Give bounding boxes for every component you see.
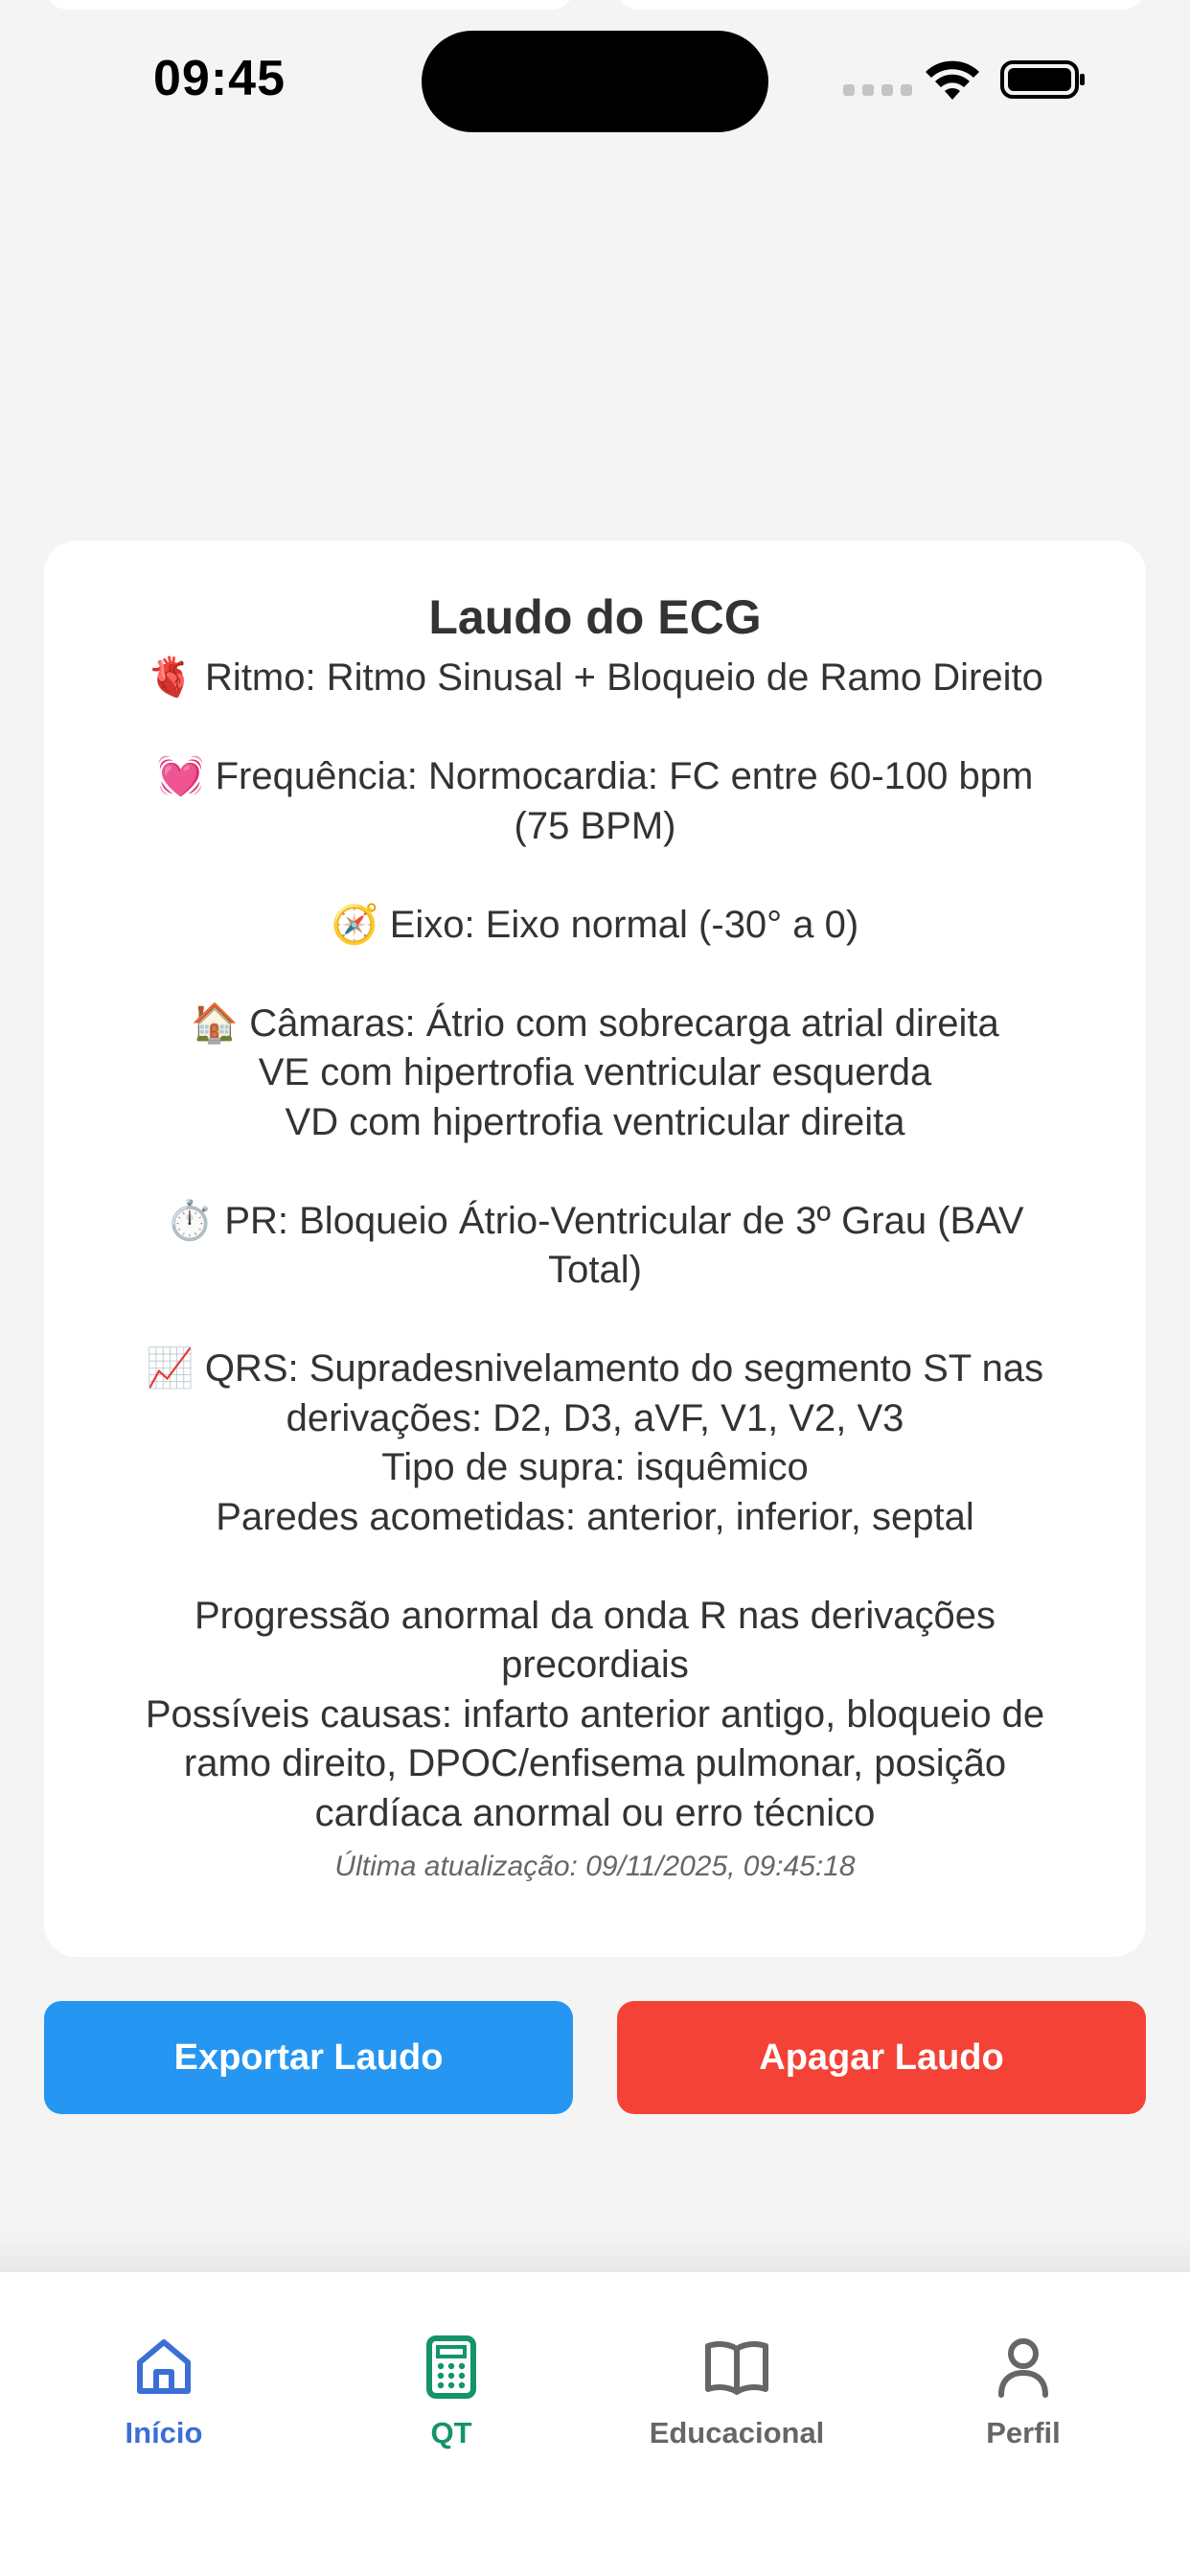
section-spacer [82,851,1108,901]
section-spacer [82,950,1108,1000]
status-time: 09:45 [153,51,286,106]
compass-icon: 🧭 [331,903,379,946]
report-body [44,654,1146,1838]
last-updated-text: Última atualização: 09/11/2025, 09:45:18 [334,1851,856,1882]
report-section [82,752,1108,851]
delete-report-button[interactable]: Apagar Laudo [617,2001,1146,2114]
report-section-text: Ritmo: Ritmo Sinusal + Bloqueio de Ramo Direito [205,656,1043,699]
report-section [82,1592,1108,1839]
report-section-text: QRS: Supradesnivelamento do segmento ST nas derivações: D2, D3, aVF, V1, V2, V3 Tipo de supra: isquêmico Paredes acometidas: anterior, inferior, septal [204,1347,1044,1538]
tab-perfil-label: Perfil [986,2416,1061,2450]
anatomical-heart-icon: 🫀 [147,656,195,699]
tab-inicio-label: Início [125,2416,203,2450]
status-bar [0,0,1190,163]
growing-heart-icon: 💓 [156,755,205,797]
tab-inicio[interactable] [20,2334,308,2450]
report-section [82,654,1108,703]
chart-increasing-icon: 📈 [146,1347,195,1390]
export-report-button[interactable]: Exportar Laudo [44,2001,573,2114]
wifi-icon [922,58,983,102]
section-spacer [82,703,1108,753]
house-icon: 🏠 [191,1001,240,1045]
report-section-text: Câmaras: Átrio com sobrecarga atrial direita VE com hipertrofia ventricular esquerda VD com hipertrofia ventricular direita [249,1001,999,1143]
tab-bar-shadow [0,2233,1190,2271]
battery-icon [1000,59,1087,100]
bottom-tab-bar [0,2271,1190,2576]
report-section [82,901,1108,951]
report-section-text: Frequência: Normocardia: FC entre 60-100 bpm (75 BPM) [215,755,1034,847]
tab-perfil[interactable] [880,2334,1167,2450]
report-section [82,1000,1108,1148]
tab-educacional-label: Educacional [649,2416,825,2450]
calculator-icon [418,2334,485,2401]
home-icon [130,2334,197,2401]
person-icon [990,2334,1057,2401]
report-section [82,1197,1108,1296]
tab-qt-label: QT [430,2416,472,2450]
tab-qt[interactable] [308,2334,595,2450]
book-icon [703,2334,770,2401]
report-section-text: PR: Bloqueio Átrio-Ventricular de 3º Grau (BAV Total) [224,1199,1024,1291]
stopwatch-icon: ⏱️ [166,1199,215,1242]
section-spacer [82,1147,1108,1197]
cellular-signal-icon [843,84,912,96]
report-section-text: Progressão anormal da onda R nas derivações precordiais Possíveis causas: infarto anterior antigo, bloqueio de ramo direito, DPOC/enfisema pulmonar, posição cardíaca anormal ou erro técnico [145,1594,1045,1834]
report-title: Laudo do ECG [428,590,762,644]
ecg-report-card [44,540,1146,1957]
report-section-text: Eixo: Eixo normal (-30° a 0) [389,903,859,946]
section-spacer [82,1296,1108,1346]
report-section [82,1345,1108,1542]
section-spacer [82,1542,1108,1592]
dynamic-island [422,31,768,132]
tab-educacional[interactable] [593,2334,881,2450]
